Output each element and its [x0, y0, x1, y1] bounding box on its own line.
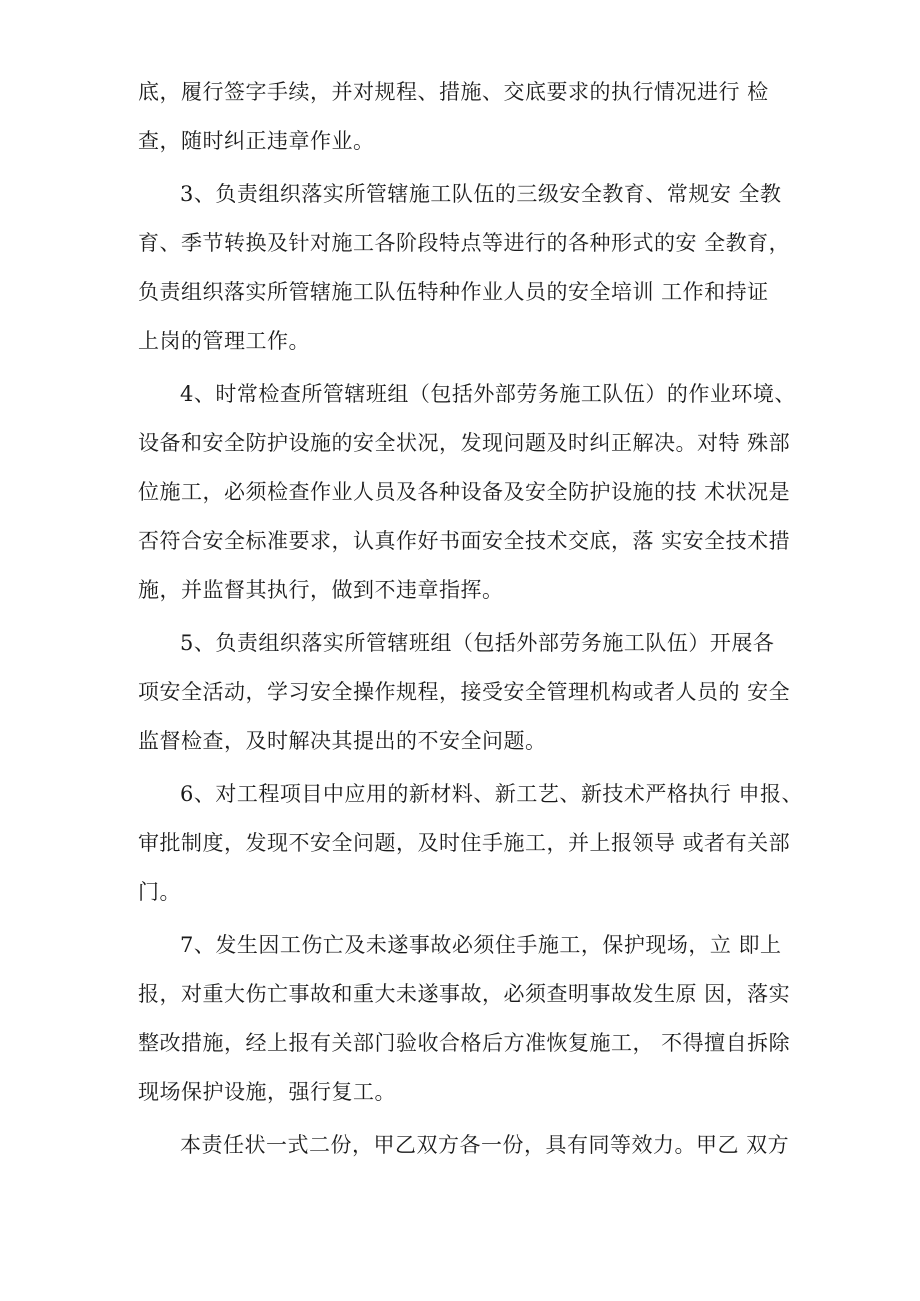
text-line: 7、发生因工伤亡及未遂事故必须住手施工，保护现场，立 即上 [180, 933, 782, 957]
text-line: 育、季节转换及针对施工各阶段特点等进行的各种形式的安 全教育， [138, 231, 791, 255]
text-line: 底，履行签字手续，并对规程、措施、交底要求的执行情况进行 检 [138, 80, 769, 104]
text-line: 整改措施，经上报有关部门验收合格后方准恢复施工， 不得擅自拆除 [138, 1031, 791, 1055]
paragraph [138, 770, 818, 917]
paragraph [138, 68, 818, 166]
text-line: 查，随时纠正违章作业。 [138, 129, 375, 153]
text-line: 设备和安全防护设施的安全状况，发现问题及时纠正解决。对特 殊部 [138, 431, 791, 455]
text-line: 报，对重大伤亡事故和重大未遂事故，必须查明事故发生原 因，落实 [138, 982, 791, 1006]
text-line: 3、负责组织落实所管辖施工队伍的三级安全教育、常规安 全教 [180, 182, 782, 206]
paragraph [138, 921, 818, 1117]
text-line: 门。 [138, 880, 181, 904]
text-line: 4、时常检查所管辖班组（包括外部劳务施工队伍）的作业环境、 [180, 382, 796, 406]
paragraph [138, 370, 818, 615]
text-line: 位施工，必须检查作业人员及各种设备及安全防护设施的技 术状况是 [138, 480, 791, 504]
text-line: 施，并监督其执行，做到不违章指挥。 [138, 578, 504, 602]
text-line: 6、对工程项目中应用的新材料、新工艺、新技术严格执行 申报、 [180, 782, 804, 806]
text-line: 5、负责组织落实所管辖班组（包括外部劳务施工队伍）开展各 [180, 631, 775, 655]
text-line: 现场保护设施，强行复工。 [138, 1080, 396, 1104]
document-page [138, 68, 818, 1170]
text-line: 项安全活动，学习安全操作规程，接受安全管理机构或者人员的 安全 [138, 680, 791, 704]
paragraph [138, 619, 818, 766]
text-line: 上岗的管理工作。 [138, 329, 310, 353]
paragraph [138, 1121, 818, 1170]
text-line: 本责任状一式二份，甲乙双方各一份，具有同等效力。甲乙 双方 [180, 1133, 790, 1157]
text-line: 监督检查，及时解决其提出的不安全问题。 [138, 729, 547, 753]
text-line: 否符合安全标准要求，认真作好书面安全技术交底，落 实安全技术措 [138, 529, 791, 553]
text-line: 负责组织落实所管辖施工队伍特种作业人员的安全培训 工作和持证 [138, 280, 769, 304]
paragraph [138, 170, 818, 366]
text-line: 审批制度，发现不安全问题，及时住手施工，并上报领导 或者有关部 [138, 831, 791, 855]
